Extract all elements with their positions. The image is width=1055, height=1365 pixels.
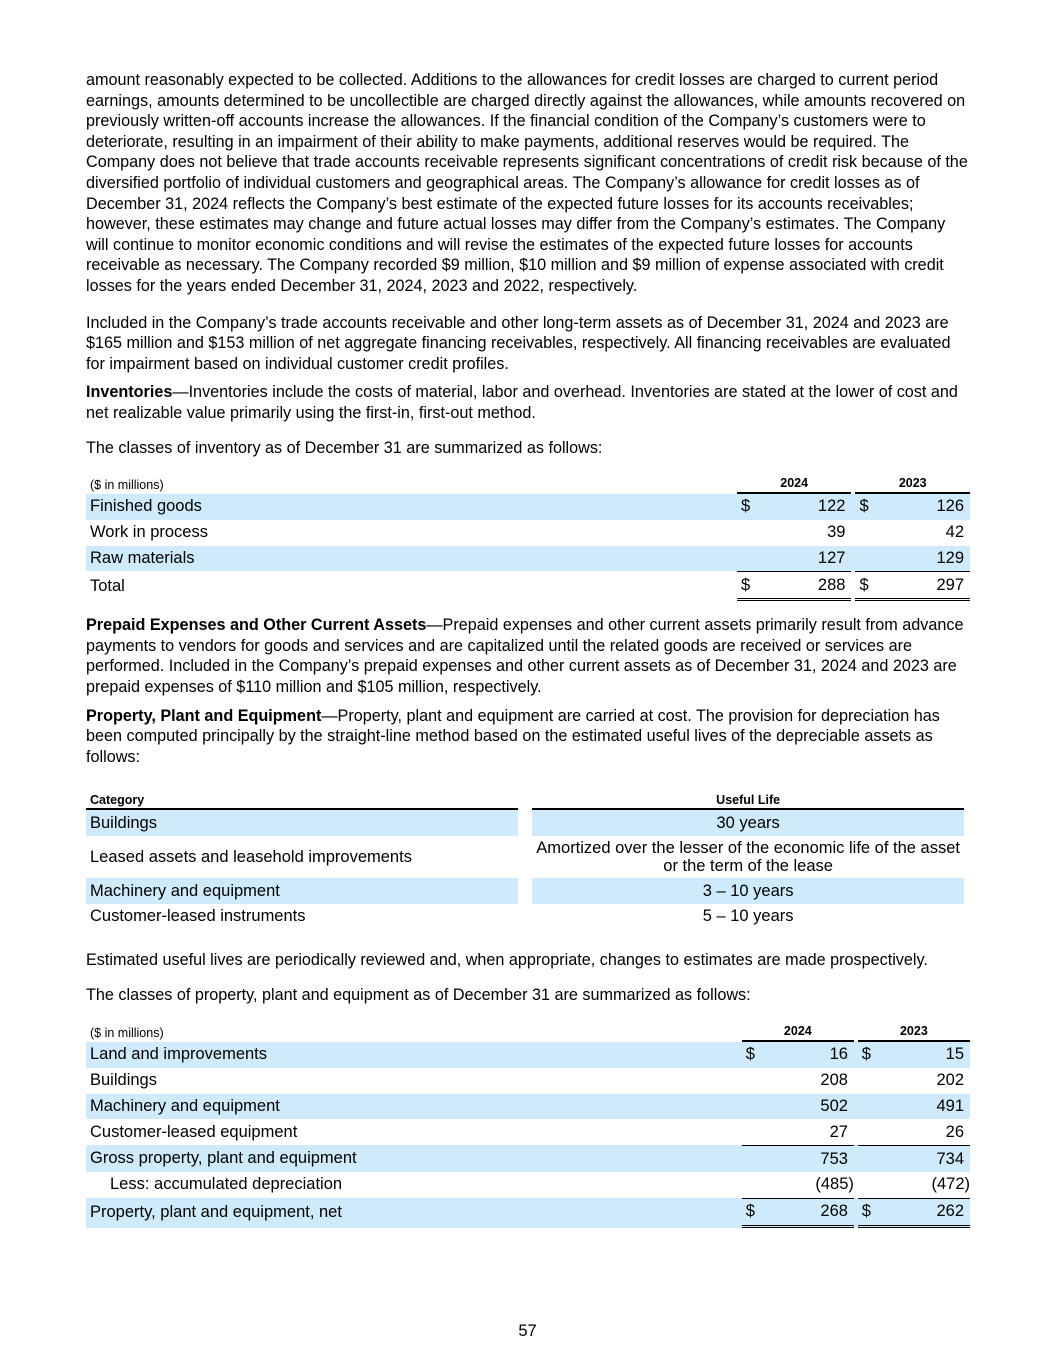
useful-lives-note: Estimated useful lives are periodically reviewed and, when appropriate, changes to estimates are made prospectively. [86,950,928,969]
table-row: Land and improvements $ 16 $ 15 [86,1042,970,1068]
paragraph-inventories: Inventories—Inventories include the costs of material, labor and overhead. Inventories are stated at the lower of cost and net realizable value primarily using the first-in, first-out method. [86,383,958,422]
table-row-total: Property, plant and equipment, net $ 268 $ 262 [86,1198,970,1228]
table-row: Machinery and equipment 3 – 10 years [86,878,964,904]
useful-life-header: Useful Life [532,789,964,810]
prepaid-heading: Prepaid Expenses and Other Current Assets [86,616,427,635]
table-row: Machinery and equipment 502 491 [86,1094,970,1120]
inventories-heading: Inventories [86,383,173,402]
useful-life-table [86,789,964,929]
year-header-2023: 2023 [858,1020,970,1042]
table-row-total: Total $ 288 $ 297 [86,571,970,601]
table-row: Buildings 208 202 [90,1071,964,1090]
inventory-intro: The classes of inventory as of December 31 are summarized as follows: [86,438,603,457]
category-header: Category [86,789,518,810]
year-header-2024: 2024 [737,472,852,494]
ppe-table [86,1020,970,1228]
table-row: Work in process 39 42 [90,523,964,542]
table-row: Raw materials 127 129 [86,546,970,572]
unit-label: ($ in millions) [90,478,164,493]
table-row: Customer-leased instruments 5 – 10 years [90,907,794,926]
ppe-heading: Property, Plant and Equipment [86,706,322,725]
paragraph-credit-losses: amount reasonably expected to be collected. Additions to the allowances for credit losses are charged to current period earnings, amounts determined to be uncollectible are charged directly against the allowances, while amounts recovered on previously written-off accounts increase the allowances. If the financial condition of the Company’s customers were to deteriorate, resulting in an impairment of their ability to make payments, additional reserves would be required. The Company does not believe that trade accounts receivable represents significant concentrations of credit risk because of the diversified portfolio of individual customers and geographical areas. The Company’s allowance for credit losses as of December 31, 2024 reflects the Company’s best estimate of the expected future losses for its accounts receivables; however, these estimates may change and future actual losses may differ from the Company’s estimates. The Company will continue to monitor economic conditions and will revise the estimates of the expected future losses for accounts receivable as necessary. The Company recorded $9 million, $10 million and $9 million of expense associated with credit losses for the years ended December 31, 2024, 2023 and 2022, respectively. [86,71,968,295]
year-header-2024: 2024 [742,1020,854,1042]
ppe-intro: The classes of property, plant and equipment as of December 31 are summarized as follows: [86,986,751,1005]
year-header-2023: 2023 [855,472,970,494]
inventory-table [86,472,970,601]
paragraph-prepaid: Prepaid Expenses and Other Current Assets—Prepaid expenses and other current assets primarily result from advance payments to vendors for goods and services and are capitalized until the related goods are received or services are performed. Included in the Company’s prepaid expenses and other current assets as of December 31, 2024 and 2023 are prepaid expenses of $110 million and $105 million, respectively. [86,616,964,697]
table-row: Customer-leased equipment 27 26 [90,1122,964,1141]
paragraph-ppe: Property, Plant and Equipment—Property, plant and equipment are carried at cost. The provision for depreciation has been computed principally by the straight-line method based on the estimated useful lives of the depreciable assets as follows: [86,706,940,766]
paragraph-financing-receivables: Included in the Company’s trade accounts receivable and other long-term assets as of December 31, 2024 and 2023 are $165 million and $153 million of net aggregate financing receivables, respectively. All financing receivables are evaluated for impairment based on individual customer credit profiles. [86,313,951,373]
table-row: Less: accumulated depreciation (485) (472) [110,1175,970,1194]
table-row-subtotal: Gross property, plant and equipment 753 734 [86,1145,970,1172]
unit-label: ($ in millions) [90,1026,164,1041]
table-row: Buildings 30 years [86,810,964,836]
table-row: Leased assets and leasehold improvements Amortized over the lesser of the economic life of the asset or the term of the lease [90,839,960,876]
page-number: 57 [518,1322,537,1340]
table-row: Finished goods $ 122 $ 126 [86,494,970,520]
document-page [86,70,970,1228]
